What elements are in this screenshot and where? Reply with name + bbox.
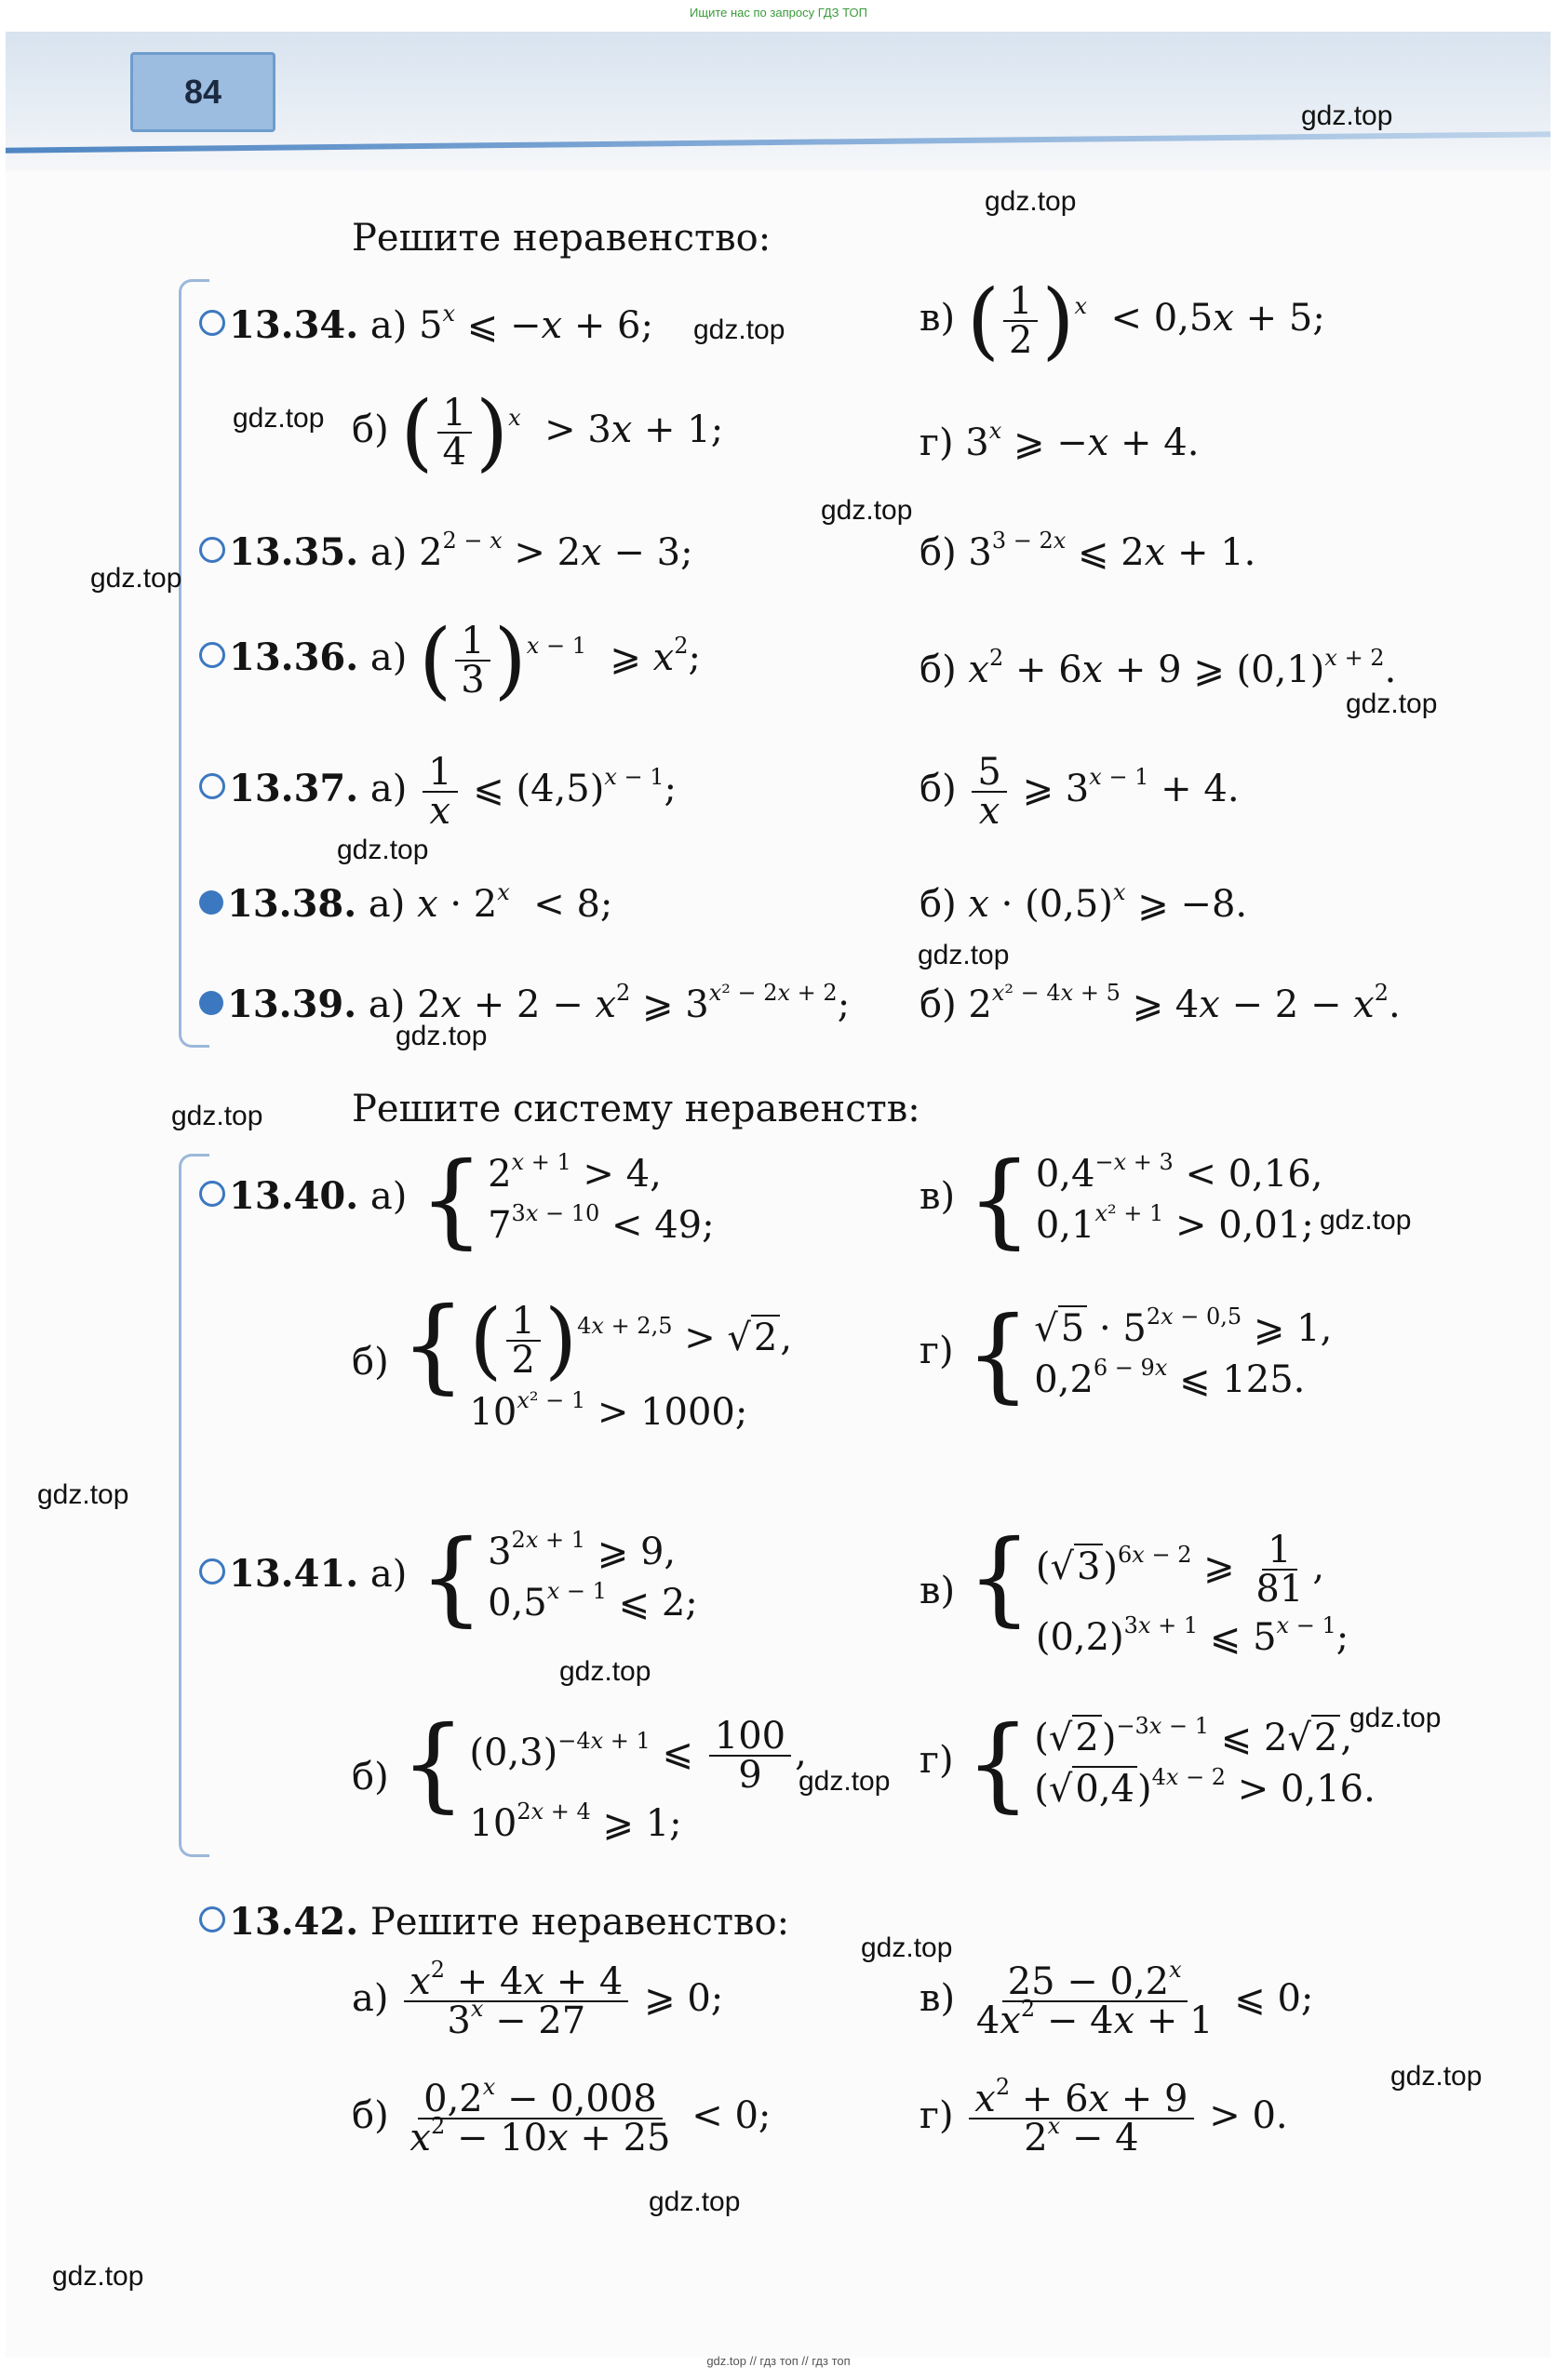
section-title: Решите систему неравенств: [352,1088,920,1130]
exercise-13-36-a: 13.36. а) ( $\frac{1}{3}$ )$^{x - 1}$ ⩾ $x^2$; [199,619,701,702]
exercise-13-37-b: б) $\frac{5}{x}$ ⩾ $3^{x - 1} + 4$. [919,751,1240,833]
exercise-13-41-v: в) { $(√3)^{6x - 2}$ ⩾ $\frac{1}{81}$ , $(0,2)^{3x + 1}$ ⩽ $5^{x - 1}$; [919,1518,1349,1659]
exercise-13-42-g: г) $\frac{x^2 + 6x + 9}{2^x - 4}$ > 0. [919,2074,1288,2159]
watermark: gdz.top [649,2186,741,2217]
watermark: gdz.top [799,1766,891,1797]
top-note: Ищите нас по запросу ГДЗ ТОП [690,6,867,20]
exercise-13-36-b: б) $x^2 + 6x + 9$ ⩾ $(0,1)^{x + 2}$. [919,645,1397,691]
watermark: gdz.top [171,1101,263,1131]
exercise-13-41-b: б) { $(0,3)^{-4x + 1}$ ⩽ $\frac{100}{9}$ , $10^{2x + 4}$ ⩾ 1; [352,1704,807,1845]
section-bracket [179,1154,209,1857]
exercise-13-40-g: г) { $√5 \cdot 5^{2x - 0,5}$ ⩾ 1, $0,2^{6 - 9x}$ ⩽ 125. [919,1294,1333,1413]
watermark: gdz.top [861,1932,953,1963]
filled-marker-icon [199,991,223,1015]
circle-marker-icon [199,537,225,563]
watermark: gdz.top [37,1479,129,1510]
watermark: gdz.top [1349,1703,1442,1733]
exercise-13-39-a: 13.39. а) $2x + 2 - x^2$ ⩾ $3^{x^2 - 2x + 2}$; [199,986,850,1023]
exercise-13-39-b: б) $2^{x^2 - 4x + 5}$ ⩾ $4x - 2 - x^2$. [919,980,1401,1026]
watermark: gdz.top [1346,689,1438,719]
circle-marker-icon [199,1906,225,1932]
circle-marker-icon [199,1181,225,1207]
watermark: gdz.top [918,940,1010,970]
exercise-13-42-a: а) $\frac{x^2 + 4x + 4}{3^x - 27}$ ⩾ 0; [352,1957,724,2042]
bottom-note: gdz.top // гдз топ // гдз топ [706,2354,851,2368]
circle-marker-icon [199,773,225,799]
exercise-13-37-a: 13.37. а) $\frac{1}{x}$ ⩽ $(4,5)^{x - 1}$; [199,754,677,830]
exercise-13-42-b: б) $\frac{0,2^x - 0,008}{x^2 - 10x + 25}$ < 0; [352,2074,772,2159]
exercise-13-35-a: 13.35. а) $2^{2 - x} > 2x - 3$; [199,534,693,571]
section-title: Решите неравенство: [352,217,772,260]
watermark: gdz.top [559,1656,651,1687]
exercise-13-34-b: б) ( $\frac{1}{4}$ )$^x$ > 3x + 1; [352,383,724,481]
watermark: gdz.top [693,314,785,345]
watermark: gdz.top [90,563,182,594]
exercise-13-34-a: 13.34. а) 5$^x$ ⩽ −x + 6; [199,307,653,344]
watermark: gdz.top [1320,1205,1412,1236]
watermark: gdz.top [985,186,1077,217]
exercise-13-34-v: в) ( $\frac{1}{2}$ )$^x$ < 0,5x + 5; [919,272,1325,369]
exercise-13-41-g: г) { $(√2)^{-3x - 1}$ ⩽ 2√2, $(√0,4)^{4x - 2} > 0,16$. [919,1704,1376,1823]
exercise-13-42-v: в) $\frac{25 - 0,2^x}{4x^2 - 4x + 1}$ ⩽ 0; [919,1957,1314,2042]
watermark: gdz.top [337,835,429,865]
watermark: gdz.top [52,2261,144,2292]
exercise-13-40-a: 13.40. а) { $2^{x + 1} > 4$, $7^{3x - 10} < 49$; [199,1148,715,1250]
page-number: 84 [130,52,275,132]
circle-marker-icon [199,1558,225,1584]
exercise-13-41-a: 13.41. а) { $3^{2x + 1}$ ⩾ 9, $0,5^{x - 1}$ ⩽ 2; [199,1526,698,1628]
watermark: gdz.top [396,1021,488,1051]
filled-marker-icon [199,890,223,915]
exercise-13-35-b: б) $3^{3 - 2x}$ ⩽ 2x + 1. [919,528,1256,574]
exercise-13-42-title: 13.42. Решите неравенство: [199,1904,789,1941]
circle-marker-icon [199,642,225,668]
exercise-13-40-v: в) { $0,4^{-x + 3} < 0,16$, $0,1^{x^2 + 1} > 0,01$; [919,1140,1323,1259]
watermark: gdz.top [1390,2061,1483,2092]
circle-marker-icon [199,310,225,336]
exercise-13-38-a: 13.38. а) $x \cdot 2^x < 8$; [199,886,612,923]
exercise-13-38-b: б) $x \cdot (0,5)^x$ ⩾ −8. [919,879,1248,926]
watermark: gdz.top [821,495,913,526]
exercise-13-34-g: г) 3$^x$ ⩾ −x + 4. [919,418,1200,464]
watermark: gdz.top [233,403,325,434]
watermark: gdz.top [1301,100,1393,131]
exercise-13-40-b: б) { ( $\frac{1}{2}$ )$^{4x + 2,5}$ > √2, $10^{x^2 - 1} > 1000$; [352,1285,793,1434]
